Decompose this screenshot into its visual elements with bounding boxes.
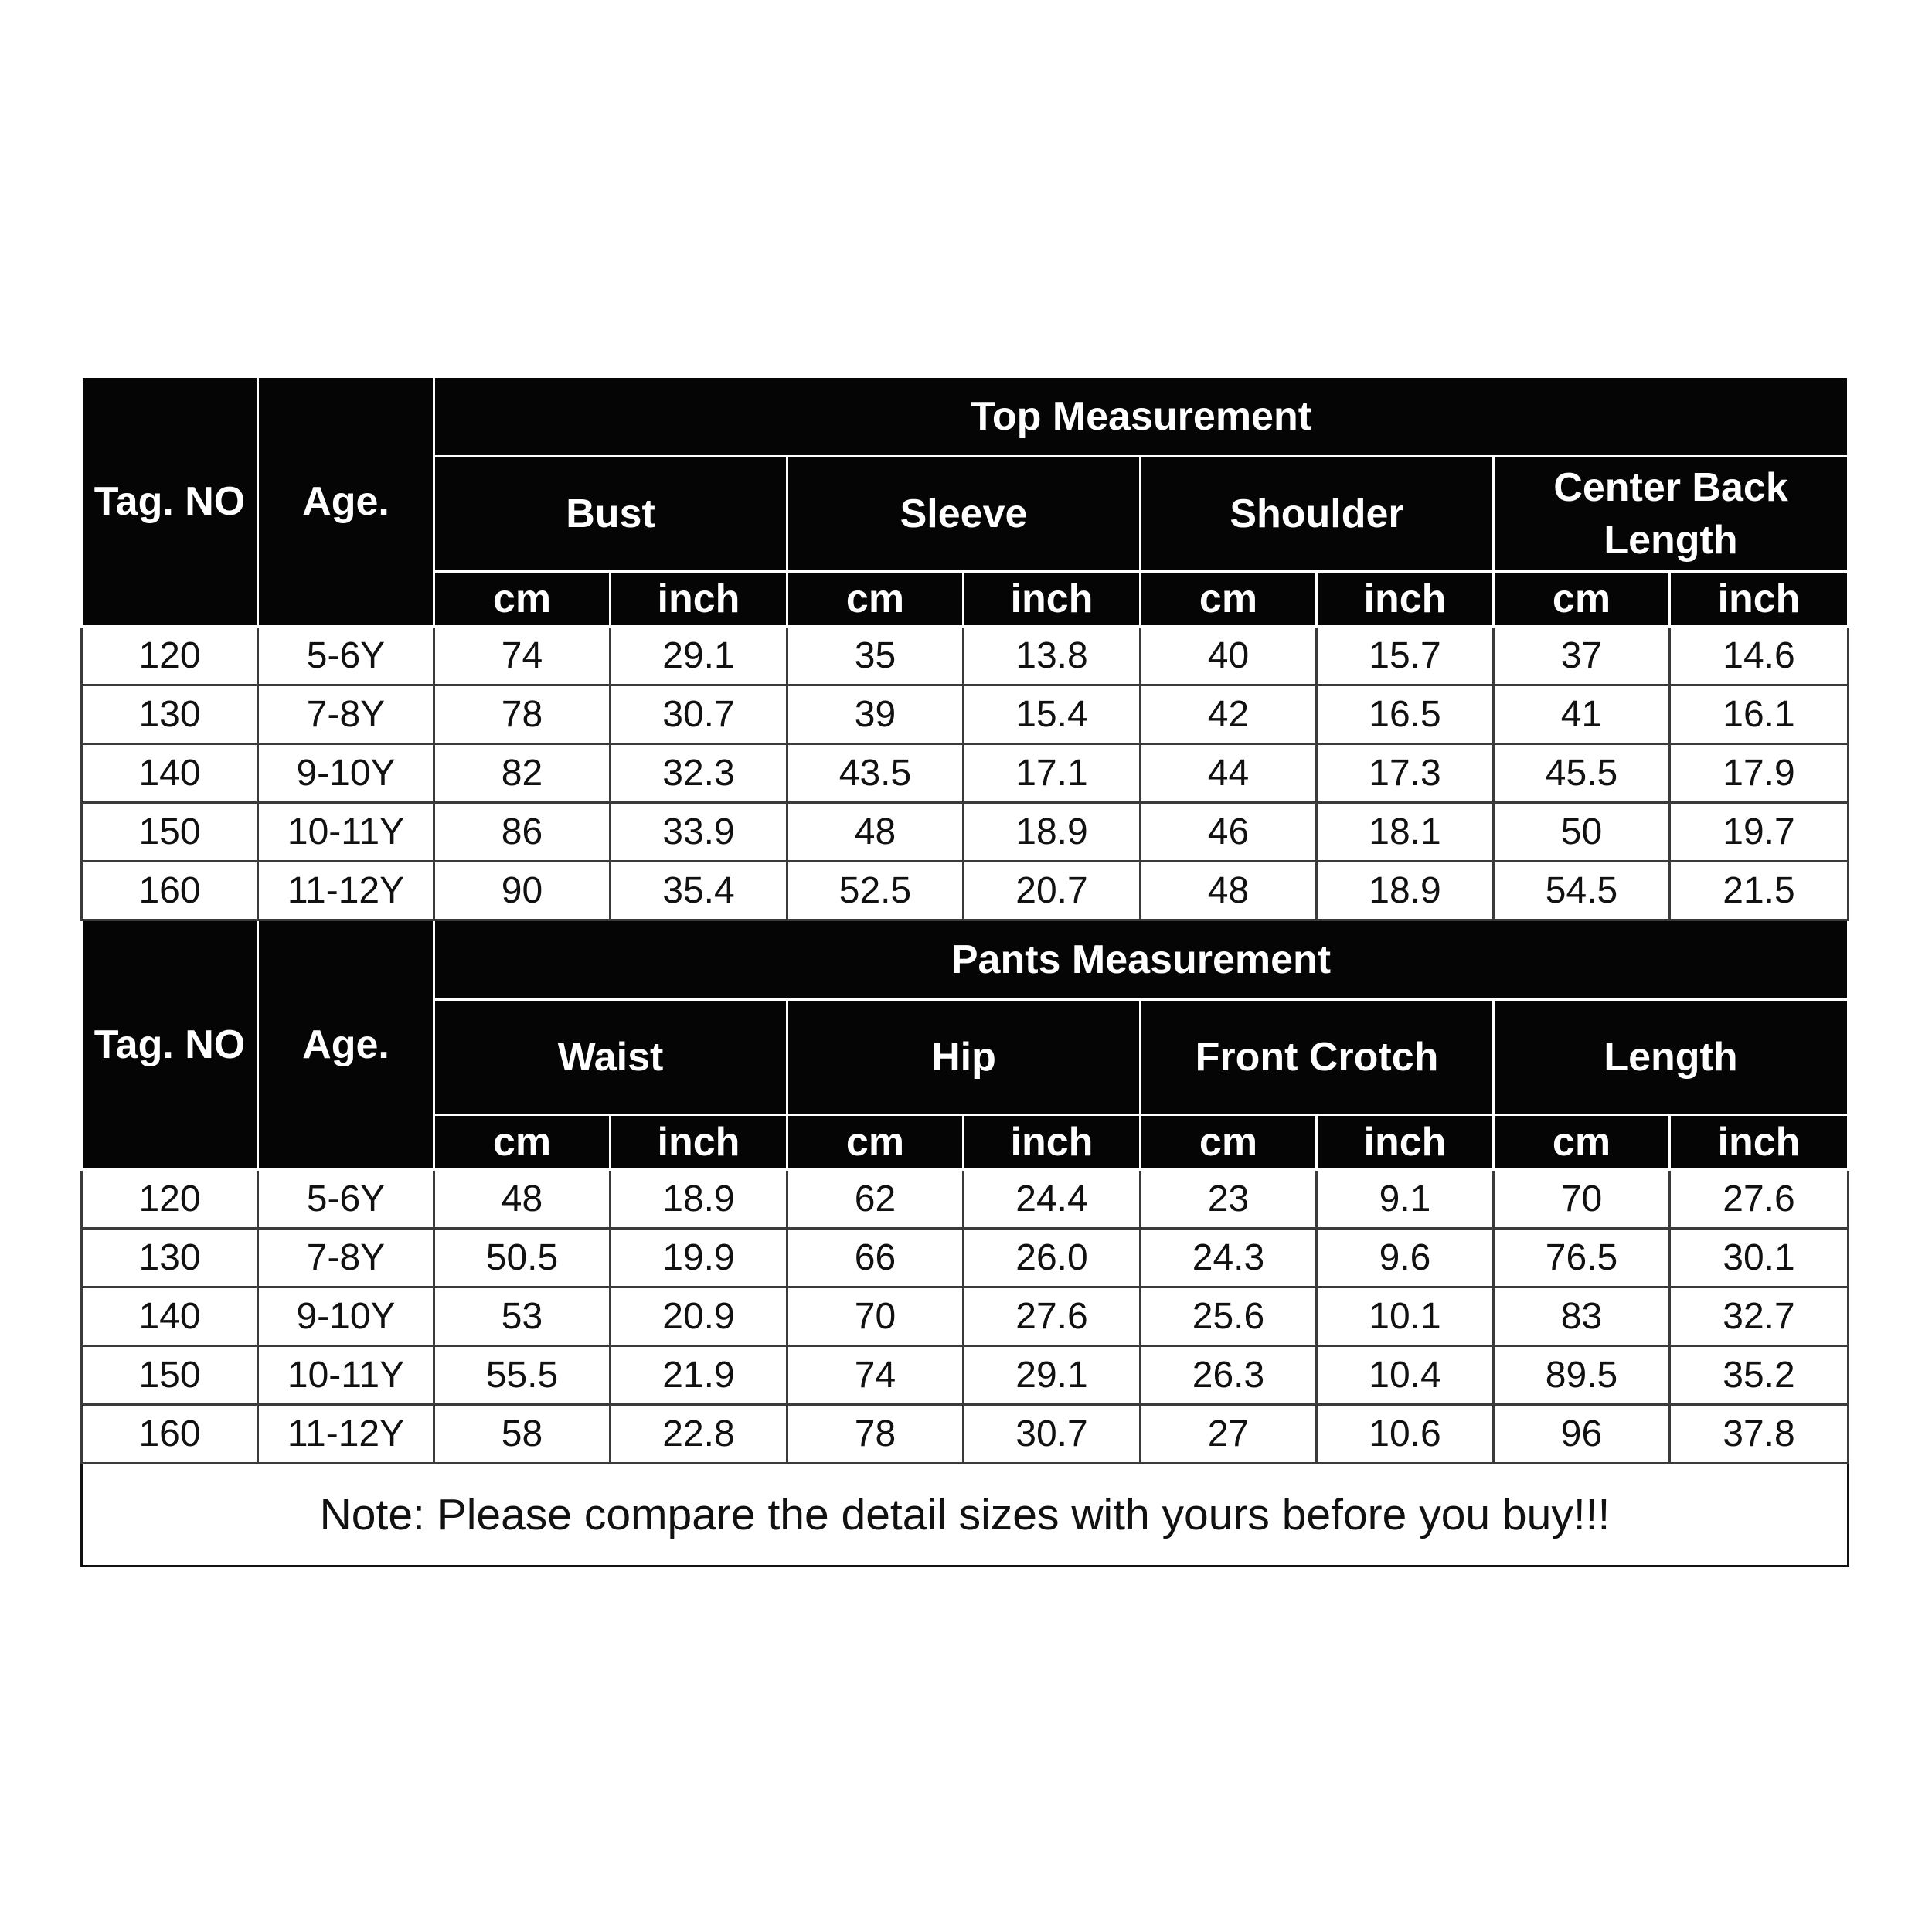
note-text: Note: Please compare the detail sizes with yours before you buy!!! [82,1464,1849,1566]
top-table-cell: 82 [434,744,611,803]
pants-measure-header: Length [1494,1000,1849,1115]
top-table-cell: 46 [1141,803,1317,862]
pants-table-cell: 130 [82,1229,258,1287]
pants-table-cell: 58 [434,1405,611,1464]
pants-unit-header: cm [434,1115,611,1170]
pants-tag-header: Tag. NO [82,920,258,1170]
pants-table-cell: 21.9 [611,1346,787,1405]
top-table-cell: 15.4 [964,685,1141,744]
pants-table-cell: 70 [1494,1170,1670,1229]
pants-table-cell: 9.1 [1317,1170,1494,1229]
top-table-cell: 17.1 [964,744,1141,803]
pants-table-cell: 9-10Y [258,1287,434,1346]
pants-table-cell: 76.5 [1494,1229,1670,1287]
pants-table-cell: 11-12Y [258,1405,434,1464]
top-table-cell: 21.5 [1670,862,1849,920]
top-table-cell: 78 [434,685,611,744]
pants-table-cell: 83 [1494,1287,1670,1346]
top-table-cell: 39 [787,685,964,744]
pants-table-cell: 55.5 [434,1346,611,1405]
pants-table-cell: 9.6 [1317,1229,1494,1287]
pants-table-row [82,1346,1849,1405]
top-table-cell: 16.1 [1670,685,1849,744]
top-table-cell: 48 [1141,862,1317,920]
pants-table-cell: 48 [434,1170,611,1229]
top-unit-header: inch [1317,572,1494,627]
top-table-row [82,627,1849,685]
pants-table-cell: 29.1 [964,1346,1141,1405]
top-table-row [82,862,1849,920]
top-group-title: Top Measurement [434,377,1849,457]
pants-table-cell: 19.9 [611,1229,787,1287]
top-table-cell: 37 [1494,627,1670,685]
top-measure-header: Shoulder [1141,457,1494,572]
top-unit-header: cm [1494,572,1670,627]
pants-group-title: Pants Measurement [434,920,1849,1000]
top-age-header: Age. [258,377,434,627]
pants-table-cell: 70 [787,1287,964,1346]
pants-table-cell: 22.8 [611,1405,787,1464]
size-chart-body [82,377,1849,1566]
pants-table-cell: 140 [82,1287,258,1346]
top-unit-header: inch [611,572,787,627]
top-table-cell: 17.3 [1317,744,1494,803]
top-tag-header: Tag. NO [82,377,258,627]
pants-age-header: Age. [258,920,434,1170]
top-table-cell: 140 [82,744,258,803]
top-table-cell: 54.5 [1494,862,1670,920]
top-table-cell: 18.1 [1317,803,1494,862]
pants-table-cell: 24.3 [1141,1229,1317,1287]
top-table-cell: 32.3 [611,744,787,803]
top-table-cell: 43.5 [787,744,964,803]
pants-table-cell: 26.3 [1141,1346,1317,1405]
size-chart-table [80,376,1849,1567]
top-table-cell: 48 [787,803,964,862]
top-table-cell: 90 [434,862,611,920]
pants-measure-header: Waist [434,1000,787,1115]
pants-table-cell: 78 [787,1405,964,1464]
top-table-cell: 10-11Y [258,803,434,862]
pants-unit-header: cm [1141,1115,1317,1170]
pants-table-cell: 89.5 [1494,1346,1670,1405]
top-table-cell: 5-6Y [258,627,434,685]
pants-table-cell: 35.2 [1670,1346,1849,1405]
pants-table-cell: 10.6 [1317,1405,1494,1464]
top-group-header-row [82,377,1849,457]
top-measure-header: Center Back Length [1494,457,1849,572]
top-table-cell: 41 [1494,685,1670,744]
top-table-cell: 29.1 [611,627,787,685]
top-table-cell: 150 [82,803,258,862]
top-table-cell: 44 [1141,744,1317,803]
pants-table-cell: 50.5 [434,1229,611,1287]
top-table-cell: 9-10Y [258,744,434,803]
top-table-cell: 86 [434,803,611,862]
pants-table-cell: 26.0 [964,1229,1141,1287]
top-table-cell: 19.7 [1670,803,1849,862]
pants-table-cell: 66 [787,1229,964,1287]
pants-table-cell: 7-8Y [258,1229,434,1287]
pants-table-row [82,1229,1849,1287]
top-table-cell: 52.5 [787,862,964,920]
pants-table-cell: 23 [1141,1170,1317,1229]
top-table-cell: 33.9 [611,803,787,862]
pants-table-cell: 25.6 [1141,1287,1317,1346]
top-table-cell: 45.5 [1494,744,1670,803]
top-table-cell: 30.7 [611,685,787,744]
pants-table-cell: 27 [1141,1405,1317,1464]
top-unit-header: inch [1670,572,1849,627]
pants-unit-header: cm [787,1115,964,1170]
top-table-cell: 20.7 [964,862,1141,920]
top-table-cell: 7-8Y [258,685,434,744]
top-measure-header: Sleeve [787,457,1141,572]
top-table-cell: 15.7 [1317,627,1494,685]
pants-table-cell: 5-6Y [258,1170,434,1229]
pants-unit-header: inch [964,1115,1141,1170]
pants-table-cell: 24.4 [964,1170,1141,1229]
pants-measure-header: Front Crotch [1141,1000,1494,1115]
top-table-cell: 35 [787,627,964,685]
top-table-cell: 35.4 [611,862,787,920]
pants-unit-header: inch [611,1115,787,1170]
pants-table-cell: 96 [1494,1405,1670,1464]
pants-table-cell: 120 [82,1170,258,1229]
pants-unit-header: inch [1670,1115,1849,1170]
pants-table-cell: 27.6 [1670,1170,1849,1229]
pants-group-header-row [82,920,1849,1000]
top-table-cell: 18.9 [1317,862,1494,920]
top-table-cell: 13.8 [964,627,1141,685]
pants-unit-header: inch [1317,1115,1494,1170]
top-unit-header: cm [1141,572,1317,627]
top-unit-header: inch [964,572,1141,627]
pants-table-cell: 10.4 [1317,1346,1494,1405]
pants-table-cell: 20.9 [611,1287,787,1346]
top-table-cell: 17.9 [1670,744,1849,803]
pants-table-row [82,1170,1849,1229]
pants-table-cell: 74 [787,1346,964,1405]
top-table-cell: 74 [434,627,611,685]
top-measure-header: Bust [434,457,787,572]
top-table-cell: 18.9 [964,803,1141,862]
top-table-cell: 11-12Y [258,862,434,920]
pants-table-cell: 53 [434,1287,611,1346]
pants-table-row [82,1287,1849,1346]
top-table-row [82,685,1849,744]
top-table-cell: 16.5 [1317,685,1494,744]
top-unit-header: cm [787,572,964,627]
pants-table-cell: 10.1 [1317,1287,1494,1346]
top-table-row [82,803,1849,862]
pants-measure-header: Hip [787,1000,1141,1115]
pants-table-cell: 10-11Y [258,1346,434,1405]
top-table-cell: 160 [82,862,258,920]
pants-table-cell: 62 [787,1170,964,1229]
pants-table-cell: 32.7 [1670,1287,1849,1346]
top-table-cell: 50 [1494,803,1670,862]
top-unit-header: cm [434,572,611,627]
note-row [82,1464,1849,1566]
pants-table-cell: 18.9 [611,1170,787,1229]
pants-table-cell: 30.1 [1670,1229,1849,1287]
pants-table-cell: 160 [82,1405,258,1464]
pants-table-cell: 150 [82,1346,258,1405]
top-table-row [82,744,1849,803]
top-table-cell: 40 [1141,627,1317,685]
pants-table-cell: 27.6 [964,1287,1141,1346]
pants-unit-header: cm [1494,1115,1670,1170]
top-table-cell: 120 [82,627,258,685]
pants-table-row [82,1405,1849,1464]
pants-table-cell: 30.7 [964,1405,1141,1464]
top-table-cell: 14.6 [1670,627,1849,685]
pants-table-cell: 37.8 [1670,1405,1849,1464]
top-table-cell: 130 [82,685,258,744]
top-table-cell: 42 [1141,685,1317,744]
